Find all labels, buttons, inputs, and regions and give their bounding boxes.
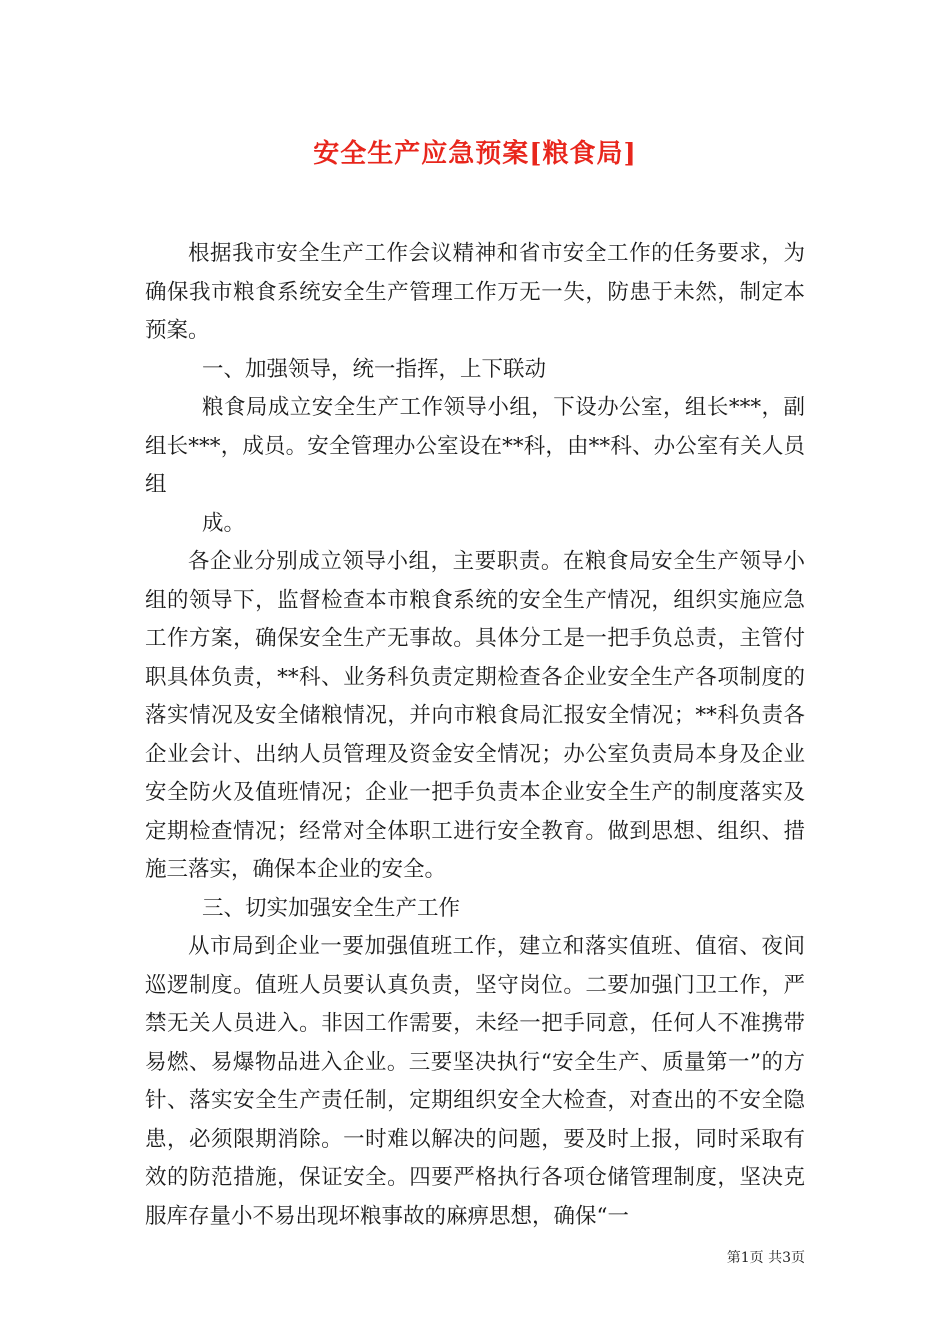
section-heading-1: 一、加强领导，统一指挥，上下联动 — [202, 356, 547, 382]
document-body — [145, 235, 805, 1236]
duties-paragraph: 各企业分别成立领导小组，主要职责。在粮食局安全生产领导小组的领导下，监督检查本市粮食系统的安全生产情况，组织实施应急工作方案，确保安全生产无事故。具体分工是一把手负总责，主管付职具体负责，**科、业务科负责定期检查各企业安全生产各项制度的落实情况及安全储粮情况，并向市粮食局汇报安全情况；**科负责各企业会计、出纳人员管理及资金安全情况；办公室负责局本身及企业安全防火及值班情况；企业一把手负责本企业安全生产的制度落实及定期检查情况；经常对全体职工进行安全教育。做到思想、组织、措施三落实，确保本企业的安全。 — [145, 549, 805, 882]
safety-work-paragraph: 从市局到企业一要加强值班工作，建立和落实值班、值宿、夜间巡逻制度。值班人员要认真负责，坚守岗位。二要加强门卫工作，严禁无关人员进入。非因工作需要，未经一把手同意，任何人不准携带易燃、易爆物品进入企业。三要坚决执行“安全生产、质量第一”的方针、落实安全生产责任制，定期组织安全大检查，对查出的不安全隐患，必须限期消除。一时难以解决的问题，要及时上报，同时采取有效的防范措施，保证安全。四要严格执行各项仓储管理制度，坚决克服库存量小不易出现坏粮事故的麻痹思想，确保“一 — [145, 934, 805, 1229]
intro-paragraph: 根据我市安全生产工作会议精神和省市安全工作的任务要求，为确保我市粮食系统安全生产管理工作万无一失，防患于未然，制定本预案。 — [145, 241, 805, 343]
document-title: 安全生产应急预案[粮食局] — [313, 139, 637, 169]
page-number: 第1页 共3页 — [726, 1250, 805, 1266]
leadership-paragraph: 粮食局成立安全生产工作领导小组，下设办公室，组长***，副组长***，成员。安全管理办公室设在**科，由**科、办公室有关人员组 — [145, 395, 805, 497]
leadership-paragraph-continued: 成。 — [202, 510, 246, 536]
section-heading-3: 三、切实加强安全生产工作 — [202, 895, 461, 921]
